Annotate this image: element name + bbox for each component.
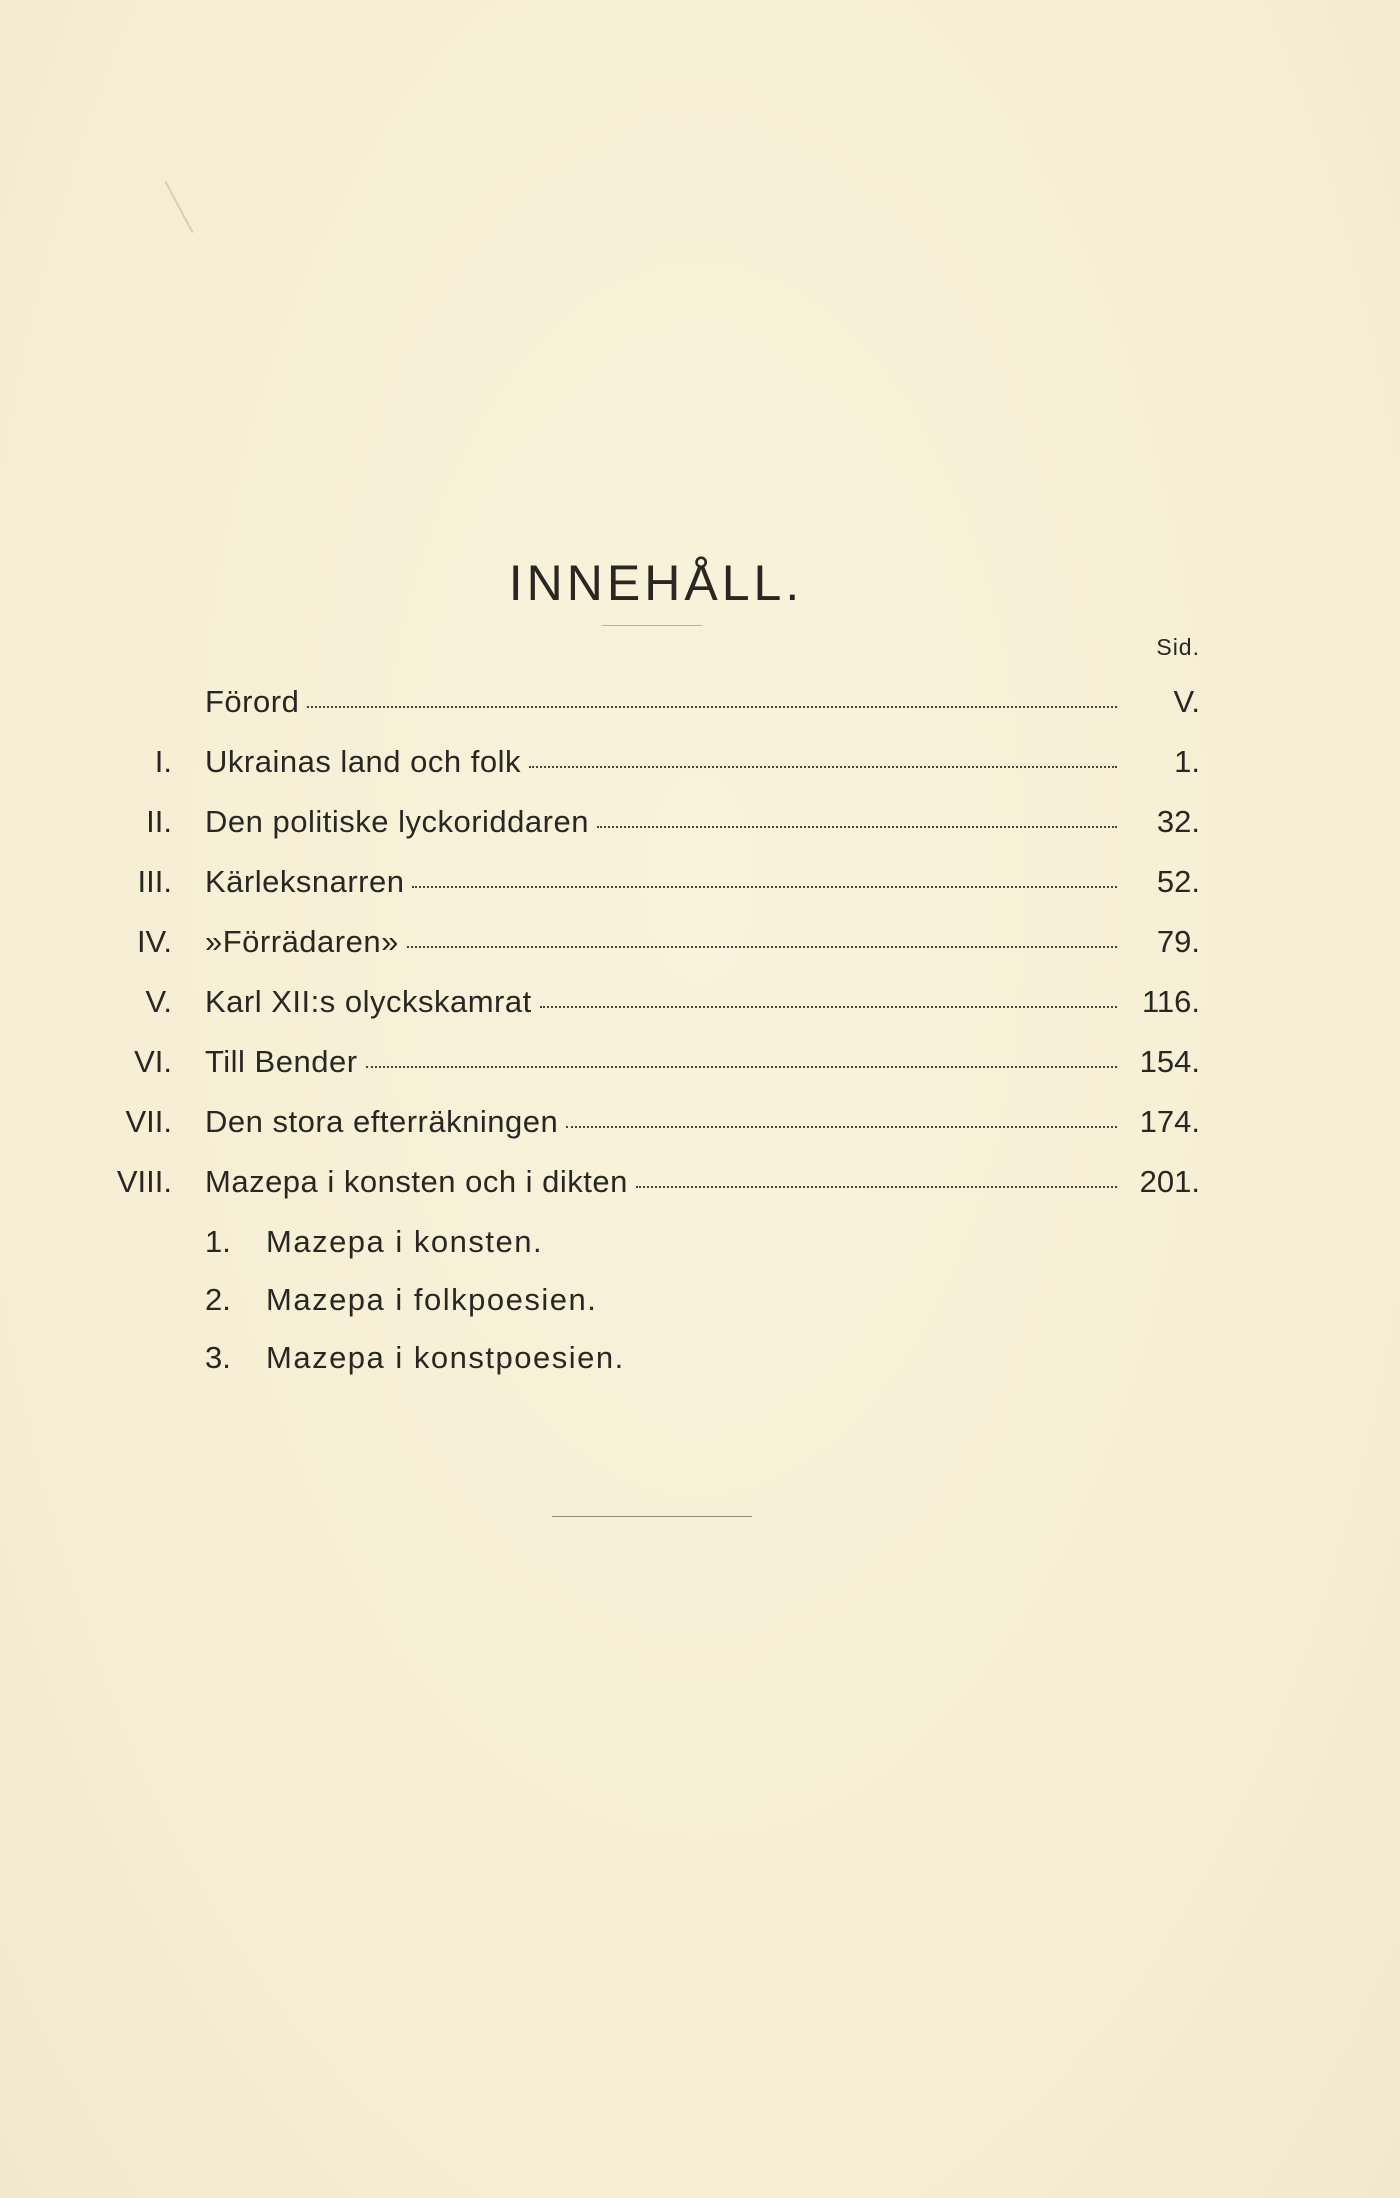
chapter-title: Ukrainas land och folk [205,744,521,779]
subentry-number: 2. [205,1282,231,1317]
page-number: 116. [1141,984,1200,1019]
dot-leader [412,886,1117,888]
dot-leader [566,1126,1117,1128]
chapter-title: Förord [205,684,300,719]
subentry-number: 1. [205,1224,231,1259]
dot-leader [307,706,1117,708]
page-number: 1. [1174,744,1200,779]
toc-subentry [0,1271,1400,1329]
page-number: V. [1173,684,1200,719]
dot-leader [366,1066,1117,1068]
toc-entry [0,912,1400,972]
title-rule [602,625,702,626]
page-number: 154. [1139,1044,1200,1079]
toc-entry [0,792,1400,852]
chapter-title: »Förrädaren» [205,924,399,959]
dot-leader [636,1186,1117,1188]
page-number: 201. [1139,1164,1200,1199]
toc-entry [0,672,1400,732]
dot-leader [529,766,1117,768]
page-number: 174. [1139,1104,1200,1139]
chapter-title: Karl XII:s olyckskamrat [205,984,532,1019]
toc-entry [0,732,1400,792]
chapter-number: III. [137,864,172,899]
chapter-title: Kärleksnarren [205,864,405,899]
chapter-number: V. [145,984,172,1019]
toc-entry [0,972,1400,1032]
chapter-title: Den stora efterräkningen [205,1104,559,1139]
toc-entry [0,1032,1400,1092]
subentry-title: Mazepa i konstpoesien. [266,1340,625,1375]
page-number: 52. [1156,864,1200,899]
subentry-number: 3. [205,1340,231,1375]
subentry-title: Mazepa i folkpoesien. [266,1282,598,1317]
subentry-title: Mazepa i konsten. [266,1224,544,1259]
toc-entry [0,1152,1400,1212]
toc-entry [0,852,1400,912]
chapter-title: Till Bender [205,1044,358,1079]
dot-leader [597,826,1117,828]
page-number: 79. [1156,924,1200,959]
chapter-number: I. [154,744,172,779]
chapter-number: VI. [134,1044,172,1079]
chapter-number: IV. [136,924,172,959]
page-number: 32. [1156,804,1200,839]
dot-leader [540,1006,1117,1008]
paper-mark [165,181,194,233]
page-title: INNEHÅLL. [508,554,804,611]
chapter-title: Den politiske lyckoriddaren [205,804,589,839]
chapter-title: Mazepa i konsten och i dikten [205,1164,628,1199]
chapter-number: VIII. [116,1164,172,1199]
chapter-number: VII. [125,1104,172,1139]
closing-rule [552,1516,752,1517]
toc-entry [0,1092,1400,1152]
dot-leader [407,946,1117,948]
toc-subentry [0,1213,1400,1271]
chapter-number: II. [146,804,172,839]
toc-subentry [0,1329,1400,1387]
page-column-label: Sid. [1156,634,1200,660]
